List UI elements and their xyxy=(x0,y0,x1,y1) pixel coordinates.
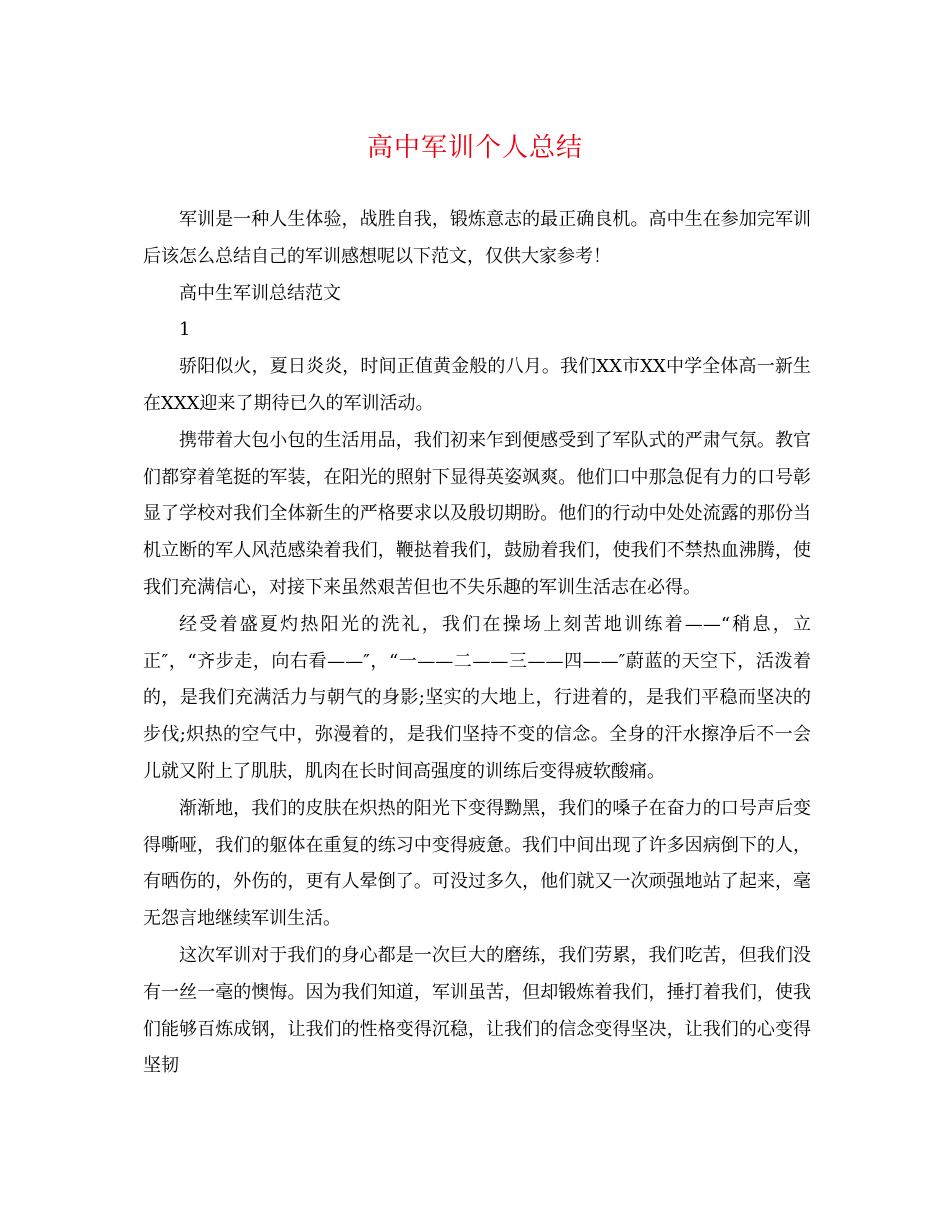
paragraph-1: 骄阳似火，夏日炎炎，时间正值黄金般的八月。我们XX市XX中学全体高一新生在XXX迎来了期待已久的军训活动。 xyxy=(143,356,811,414)
paragraph-3: 经受着盛夏灼热阳光的洗礼，我们在操场上刻苦地训练着——“稍息，立正″，“齐步走，向右看——″，“一——二——三——四——″蔚蓝的天空下，活泼着的，是我们充满活力与朝气的身影;坚实的大地上，行进着的，是我们平稳而坚决的步伐;炽热的空气中，弥漫着的，是我们坚持不变的信念。全身的汗水擦净后不一会儿就又附上了肌肤，肌肉在长时间高强度的训练后变得疲软酸痛。 xyxy=(143,613,811,782)
paragraph-number: 1 xyxy=(179,319,191,341)
paragraph-2: 携带着大包小包的生活用品，我们初来乍到便感受到了军队式的严肃气氛。教官们都穿着笔挺的军装，在阳光的照射下显得英姿飒爽。他们口中那急促有力的口号彰显了学校对我们全体新生的严格要求以及殷切期盼。他们的行动中处处流露的那份当机立断的军人风范感染着我们，鞭挞着我们，鼓励着我们，使我们不禁热血沸腾，使我们充满信心，对接下来虽然艰苦但也不失乐趣的军训生活志在必得。 xyxy=(143,429,811,598)
document-body xyxy=(143,202,811,1085)
paragraph-section-heading: 高中生军训总结范文 xyxy=(179,282,341,304)
paragraph-4: 渐渐地，我们的皮肤在炽热的阳光下变得黝黑，我们的嗓子在奋力的口号声后变得嘶哑，我们的躯体在重复的练习中变得疲惫。我们中间出现了许多因病倒下的人，有晒伤的，外伤的，更有人晕倒了。可没过多久，他们就又一次顽强地站了起来，毫无怨言地继续军训生活。 xyxy=(143,797,811,930)
document-title: 高中军训个人总结 xyxy=(366,133,583,163)
paragraph-intro: 军训是一种人生体验，战胜自我，锻炼意志的最正确良机。高中生在参加完军训后该怎么总结自己的军训感想呢以下范文，仅供大家参考！ xyxy=(143,209,811,267)
paragraph-5: 这次军训对于我们的身心都是一次巨大的磨练，我们劳累，我们吃苦，但我们没有一丝一毫的懊悔。因为我们知道，军训虽苦，但却锻炼着我们，捶打着我们，使我们能够百炼成钢，让我们的性格变得沉稳，让我们的信念变得坚决，让我们的心变得坚韧 xyxy=(143,944,811,1077)
